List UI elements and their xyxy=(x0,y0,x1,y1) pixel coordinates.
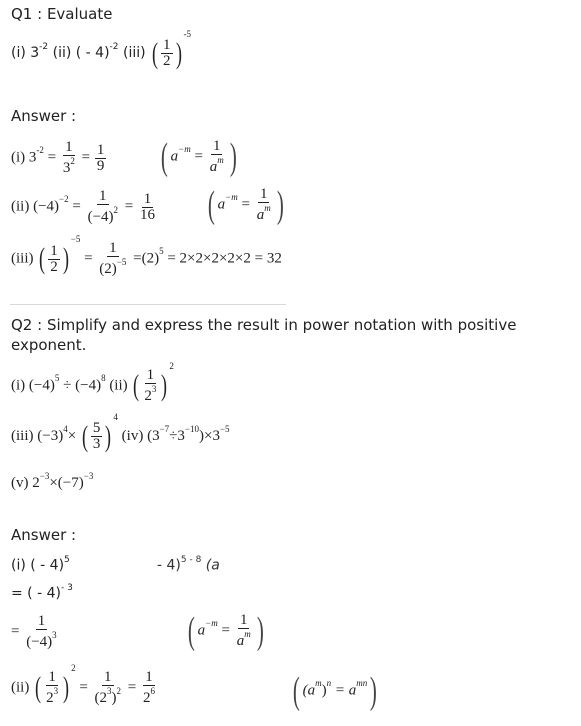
a2-row-1: (i) ( - 4)$^5$ xyxy=(11,555,70,574)
a1-heading: Answer : xyxy=(11,107,77,125)
a1-row-2: (ii) $(-4)^{-2}$ = $\frac{1}{(-4)^2}$ = $\frac{1}{16}$ xyxy=(11,188,155,225)
a2-rule-1: ( $a^{-m}$ = $\frac{1}{a^m}$ ) xyxy=(187,610,264,652)
a2-row-1-side: - 4)$^{5 - 8}$ (a xyxy=(157,555,220,574)
a2-row-4: (ii) ( $\frac{1}{2^3}$ )$^2$ = $\frac{1}{(2^3)^2}$ = $\frac{1}{2^6}$ xyxy=(11,663,156,706)
q2-title-cont: exponent. xyxy=(11,336,87,354)
q2-line-3: (v) $2^{-3}\times(-7)^{-3}$ xyxy=(11,471,94,491)
q1-title: Q1 : Evaluate xyxy=(11,5,113,23)
a1-rule-2: ( $a^{-m}$ = $\frac{1}{a^m}$ ) xyxy=(207,184,284,226)
a1-row-3: (iii) ( $\frac{1}{2}$ )$^{-5}$ = $\frac{1}{(2)^{-5}}$ $=(2)^5 = 2\times 2\times 2\times 2\times 2 = 32$ xyxy=(11,234,282,277)
a2-rule-2: ( $(a^m)^n = a^{mn}$) xyxy=(292,670,378,712)
a2-heading: Answer : xyxy=(11,526,77,544)
q2-title: Q2 : Simplify and express the result in power notation with positive xyxy=(11,316,517,334)
q2-line-2: (iii) $(-3)^4\times$ ( $\frac{5}{3}$ )$^4$ (iv) $(3^{-7}\div 3^{-10})\times 3^{-5}$ xyxy=(11,411,230,453)
a1-rule-1: ( $a^{-m}$ = $\frac{1}{a^m}$ ) xyxy=(160,136,237,178)
q1-line: (i) $3^{-2}$ (ii) ( - 4)$^{-2}$ (iii) ( $\frac{1}{2}$ )$^{-5}$ xyxy=(11,28,192,70)
section-divider xyxy=(10,304,286,305)
a2-row-3: = $\frac{1}{(-4)^3}$ xyxy=(11,613,57,650)
a2-row-2: = ( - 4)$^{- 3}$ xyxy=(11,583,73,602)
a1-row-1: (i) $3^{-2}$ = $\frac{1}{3^2}$ = $\frac{1}{9}$ xyxy=(11,139,105,176)
q2-line-1: (i) $(-4)^5 \div (-4)^8$ (ii) ( $\frac{1}{2^3}$ )$^2$ xyxy=(11,361,174,404)
